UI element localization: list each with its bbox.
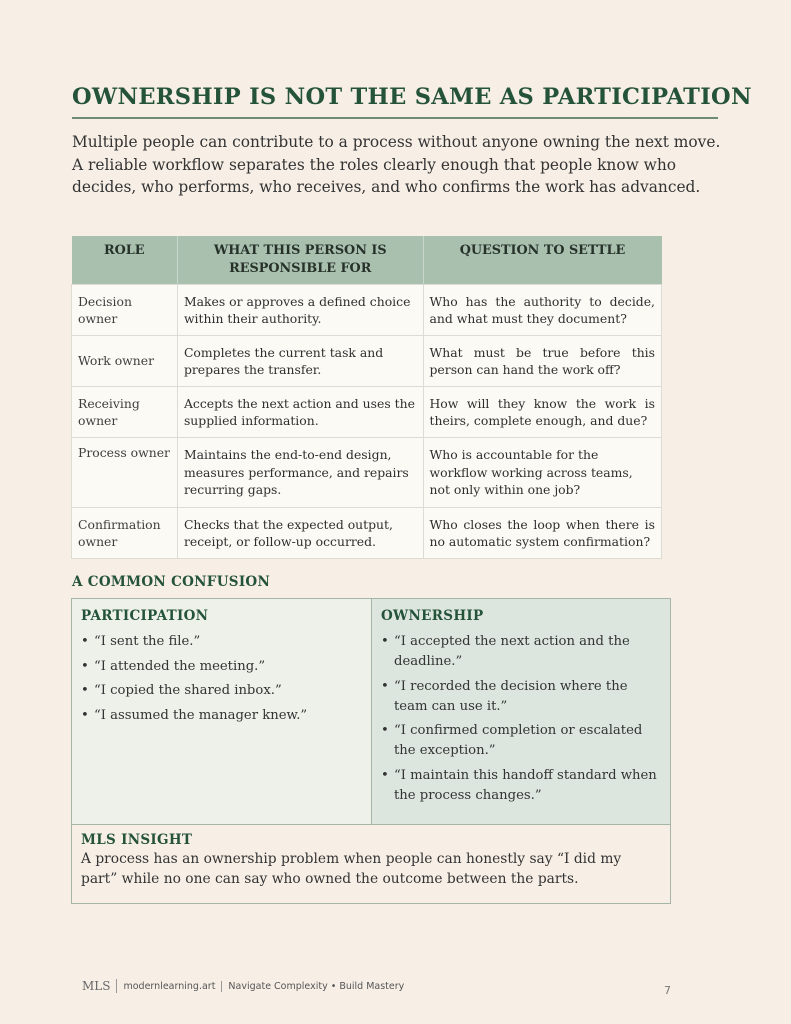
role-cell: Decision owner [72,285,178,336]
table-row [72,508,662,559]
role-cell: Confirmation owner [72,508,178,559]
ownership-panel [372,599,670,824]
mls-logo: MLS [82,979,117,993]
table-row [72,336,662,387]
table-row [72,285,662,336]
question-cell: How will they know the work is theirs, complete enough, and due? [423,387,662,438]
role-cell: Process owner [72,438,178,508]
question-cell: Who has the authority to decide, and what must they document? [423,285,662,336]
participation-heading: PARTICIPATION [81,608,209,624]
column-header-question: QUESTION TO SETTLE [423,236,662,285]
question-cell: Who is accountable for the workflow working across teams, not only within one job? [423,438,662,508]
insight-callout [72,824,670,903]
page-title: OWNERSHIP IS NOT THE SAME AS PARTICIPATION [72,84,752,110]
responsibility-cell: Completes the current task and prepares the transfer. [177,336,423,387]
question-cell: What must be true before this person can hand the work off? [423,336,662,387]
section-heading: A COMMON CONFUSION [72,574,271,590]
list-item: • “I copied the shared inbox.” [81,681,362,701]
responsibility-cell: Accepts the next action and uses the supplied information. [177,387,423,438]
table-header-row [72,236,662,285]
title-divider [72,117,718,119]
list-item: • “I accepted the next action and the deadline.” [381,632,661,672]
participation-list [81,632,362,726]
intro-paragraph: Multiple people can contribute to a process without anyone owning the next move. A reliable workflow separates the roles clearly enough that people know who decides, who performs, who receives, and who confirms the work has advanced. [72,133,721,196]
page-number: 7 [664,984,671,997]
responsibility-cell: Makes or approves a defined choice within their authority. [177,285,423,336]
table-row [72,387,662,438]
participation-panel [72,599,372,824]
table-row [72,438,662,508]
roles-table [71,236,662,559]
role-cell: Receiving owner [72,387,178,438]
list-item: • “I maintain this handoff standard when the process changes.” [381,766,661,806]
insight-heading: MLS INSIGHT [81,832,193,848]
list-item: • “I recorded the decision where the team can use it.” [381,677,661,717]
responsibility-cell: Checks that the expected output, receipt, or follow-up occurred. [177,508,423,559]
list-item: • “I attended the meeting.” [81,657,362,677]
ownership-list [381,632,661,806]
ownership-heading: OWNERSHIP [381,608,484,624]
footer-tagline: Navigate Complexity • Build Mastery [228,980,405,992]
list-item: • “I assumed the manager knew.” [81,706,362,726]
role-cell: Work owner [72,336,178,387]
list-item: • “I sent the file.” [81,632,362,652]
comparison-box [71,598,671,904]
column-header-role: ROLE [72,236,178,285]
question-cell: Who closes the loop when there is no automatic system confirmation? [423,508,662,559]
responsibility-cell: Maintains the end-to-end design, measures performance, and repairs recurring gaps. [177,438,423,508]
list-item: • “I confirmed completion or escalated the exception.” [381,721,661,761]
column-header-responsibility: WHAT THIS PERSON IS RESPONSIBLE FOR [177,236,423,285]
page-footer [82,979,404,993]
site-link[interactable]: modernlearning.art [123,981,222,992]
insight-text: A process has an ownership problem when people can honestly say “I did my part” while no one can say who owned the outcome between the parts. [81,851,622,887]
